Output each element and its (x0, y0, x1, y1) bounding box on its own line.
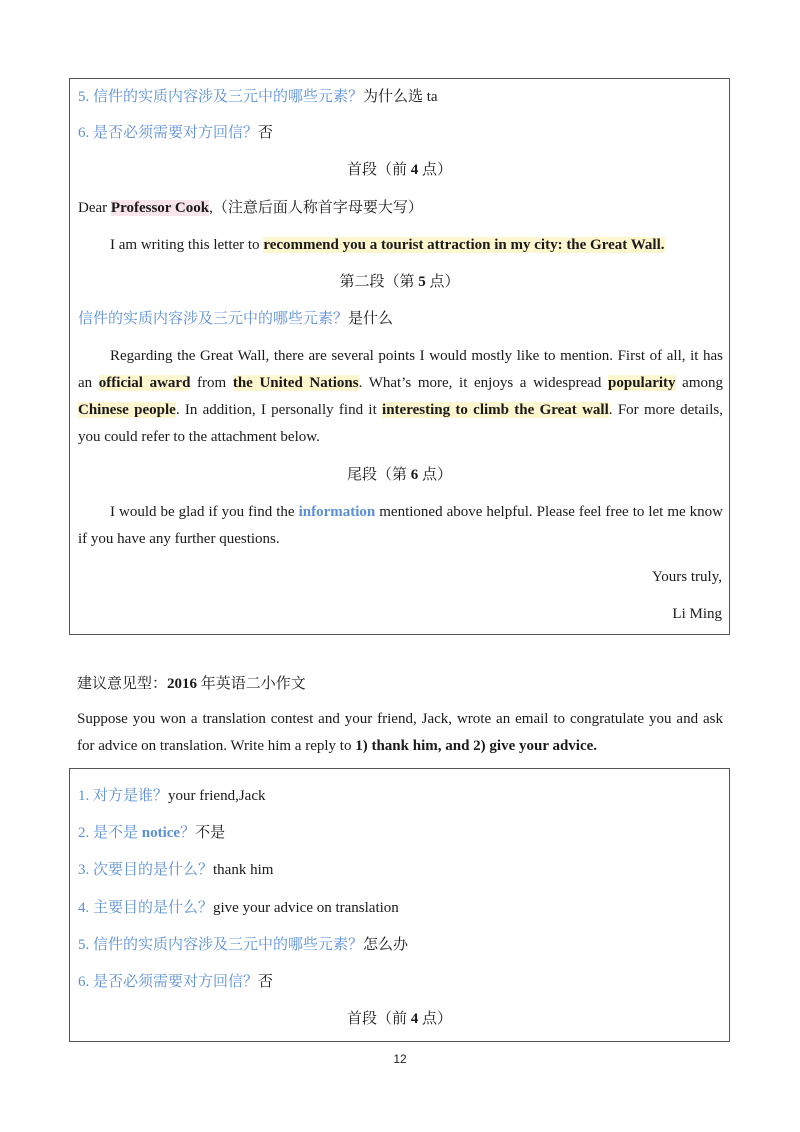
section-title-second-paragraph: 第二段（第 5 点） (339, 274, 460, 290)
section-title-last-paragraph: 尾段（第 6 点） (346, 467, 453, 483)
body-paragraph: Regarding the Great Wall, there are several points I would mostly like to mention. First of all, it has an official award from the United Nations. What’s more, it enjoys a widespread popularity among Chinese people. In addition, I personally find it interesting to climb the Great wall. For more details, you could refer to the attachment below. (78, 348, 724, 445)
question-6: 6. 是否必须需要对方回信？否 (78, 974, 274, 990)
second-paragraph-question: 信件的实质内容涉及三元中的哪些元素？是什么 (78, 311, 394, 327)
signoff: Yours truly, (651, 569, 722, 585)
page-number: 12 (393, 1052, 407, 1066)
question-4: 4. 主要目的是什么？give your advice on translation (78, 900, 399, 916)
greeting: Dear Professor Cook,（注意后面人称首字母要大写） (78, 200, 423, 216)
section-title-first-paragraph: 首段（前 4 点） (346, 1011, 453, 1027)
section-heading: 建议意见型：2016 年英语二小作文 (77, 676, 306, 692)
question-2: 2. 是不是 notice？不是 (78, 825, 226, 841)
question-1: 1. 对方是谁？your friend,Jack (78, 788, 266, 804)
section-title-first-paragraph: 首段（前 4 点） (346, 162, 453, 178)
signature: Li Ming (672, 606, 722, 622)
prompt-paragraph: Suppose you won a translation contest and your friend, Jack, wrote an email to congratulate you and ask for advice on translation. Write him a reply to 1) thank him, and 2) give your advice. (77, 711, 723, 754)
question-6: 6. 是否必须需要对方回信？否 (78, 125, 274, 141)
question-5: 5. 信件的实质内容涉及三元中的哪些元素？怎么办 (78, 937, 409, 953)
question-5: 5. 信件的实质内容涉及三元中的哪些元素？为什么选 ta (78, 89, 438, 105)
analysis-outline-box (69, 768, 730, 1042)
closing-paragraph: I would be glad if you find the information mentioned above helpful. Please feel free to let me know if you have any further questions. (78, 504, 723, 547)
letter-outline-box (69, 78, 730, 635)
opening-sentence: I am writing this letter to recommend you a tourist attraction in my city: the Great Wall. (110, 237, 665, 253)
question-3: 3. 次要目的是什么？thank him (78, 862, 274, 878)
